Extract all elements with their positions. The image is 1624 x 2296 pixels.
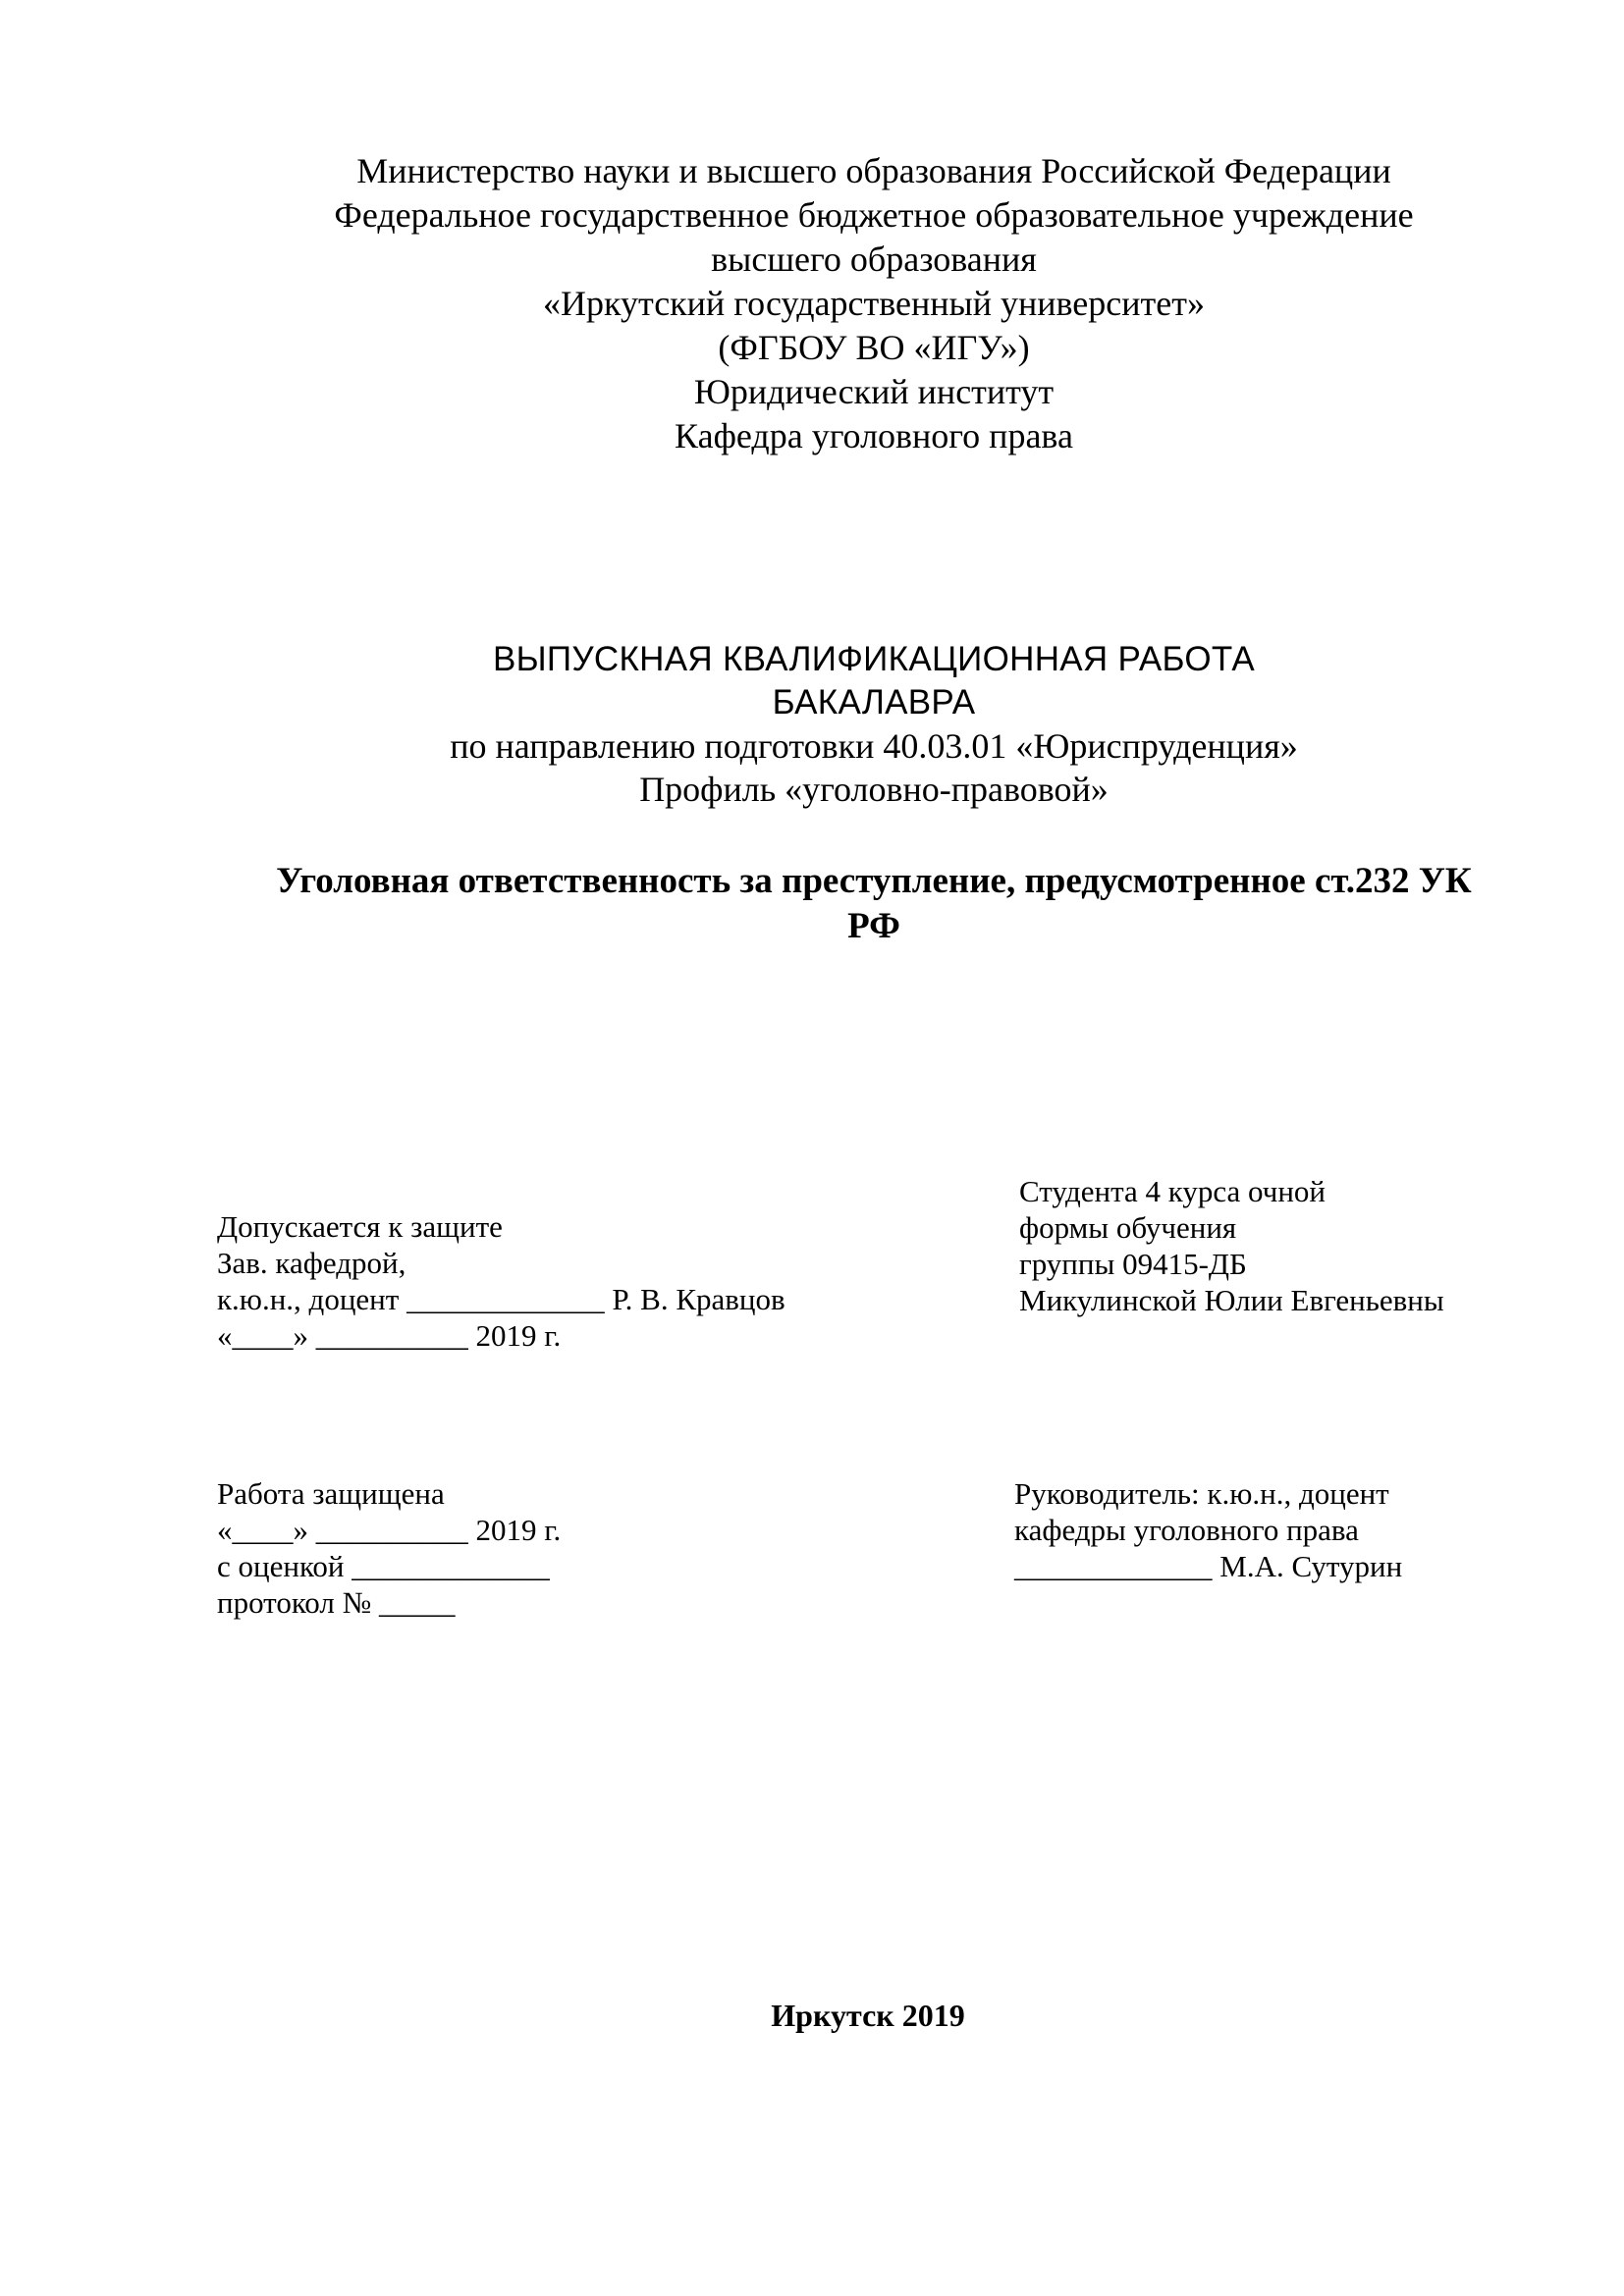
- admission-block: [217, 1208, 785, 1354]
- student-name: Микулинской Юлии Евгеньевны: [1019, 1283, 1444, 1317]
- head-of-department-label: Зав. кафедрой,: [217, 1246, 406, 1280]
- admission-date-line: «____» __________ 2019 г.: [217, 1318, 562, 1353]
- defended-label: Работа защищена: [217, 1476, 445, 1511]
- thesis-title-line-1: Уголовная ответственность за преступление, предусмотренное ст.232 УК: [276, 861, 1472, 901]
- supervisor-title: Руководитель: к.ю.н., доцент: [1014, 1476, 1389, 1511]
- supervisor-signature-line: _____________ М.А. Сутурин: [1014, 1549, 1403, 1583]
- ministry-line: Министерство науки и высшего образования Российской Федерации: [356, 151, 1391, 190]
- work-type-line-2: БАКАЛАВРА: [772, 683, 976, 721]
- student-study-form: формы обучения: [1019, 1210, 1237, 1245]
- thesis-title: [216, 859, 1532, 949]
- admission-label: Допускается к защите: [217, 1209, 503, 1244]
- head-signature-line: к.ю.н., доцент _____________ Р. В. Кравцов: [217, 1282, 785, 1316]
- institution-header: [216, 149, 1532, 458]
- study-profile: Профиль «уголовно-правовой»: [639, 770, 1109, 809]
- student-group: группы 09415-ДБ: [1019, 1247, 1247, 1281]
- grade-line: с оценкой _____________: [217, 1549, 550, 1583]
- defense-date-line: «____» __________ 2019 г.: [217, 1513, 562, 1547]
- study-direction: по направлению подготовки 40.03.01 «Юриспруденция»: [450, 726, 1298, 766]
- supervisor-block: [1014, 1475, 1402, 1584]
- student-info: [1019, 1173, 1444, 1318]
- institution-type-line: Федеральное государственное бюджетное образовательное учреждение: [334, 195, 1414, 235]
- institute-line: Юридический институт: [693, 372, 1055, 411]
- supervisor-department: кафедры уголовного права: [1014, 1513, 1359, 1547]
- work-type-line-1: ВЫПУСКНАЯ КВАЛИФИКАЦИОННАЯ РАБОТА: [492, 640, 1256, 678]
- education-level-line: высшего образования: [711, 240, 1037, 279]
- university-abbr-line: (ФГБОУ ВО «ИГУ»): [718, 328, 1030, 367]
- university-name-line: «Иркутский государственный университет»: [543, 284, 1205, 323]
- thesis-title-line-2: РФ: [847, 906, 900, 946]
- protocol-line: протокол № _____: [217, 1585, 456, 1620]
- work-description: [216, 638, 1532, 811]
- department-line: Кафедра уголовного права: [675, 416, 1073, 455]
- city-year: Иркутск 2019: [771, 1998, 965, 2033]
- student-course: Студента 4 курса очной: [1019, 1174, 1326, 1208]
- defense-block: [217, 1475, 561, 1621]
